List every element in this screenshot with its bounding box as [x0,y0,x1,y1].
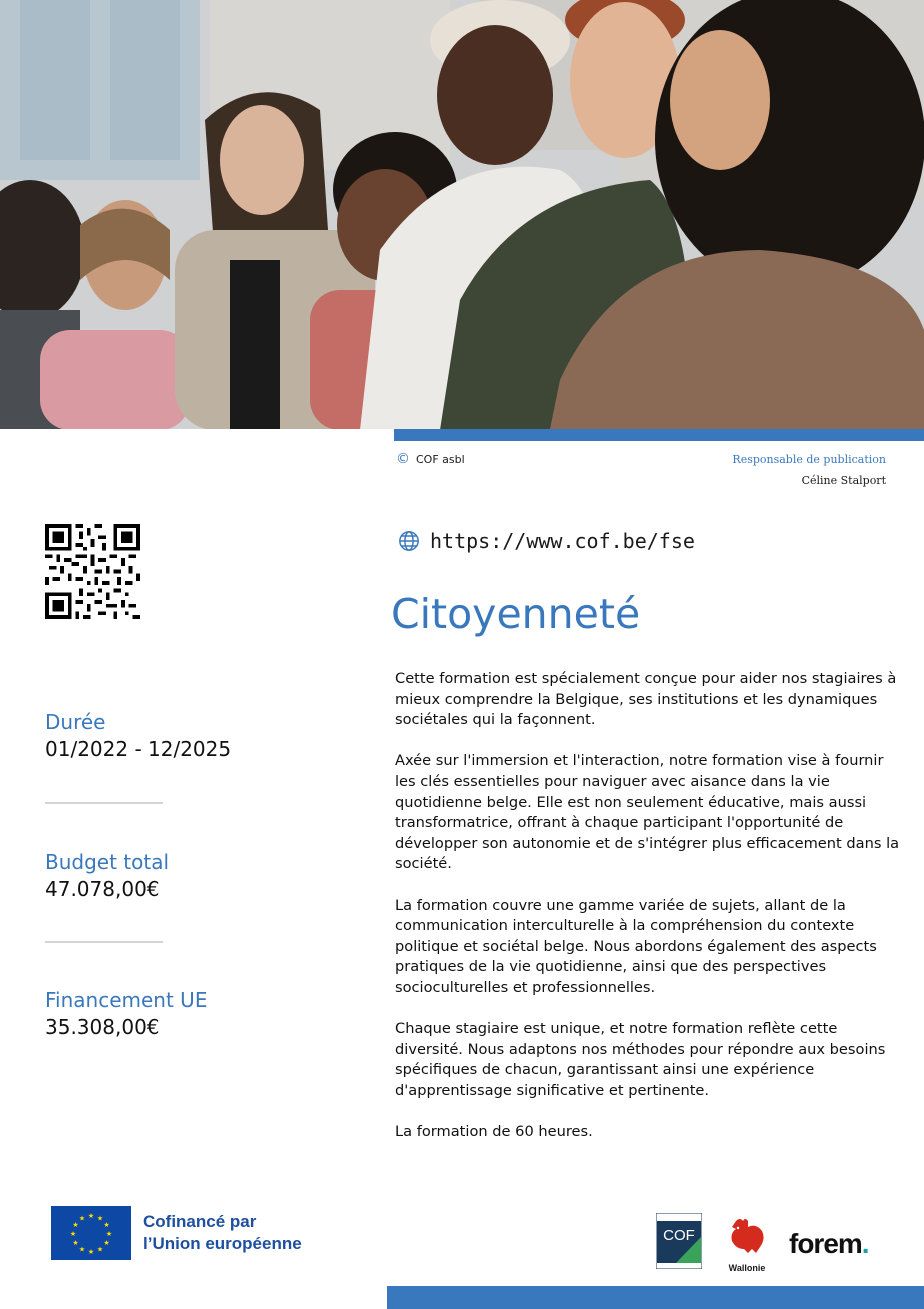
stat-value: 35.308,00€ [45,1015,160,1039]
eu-cofunding-logo [51,1206,302,1260]
stat-label: Financement UE [45,988,208,1012]
qr-code-icon[interactable] [45,524,140,619]
globe-icon [398,530,420,552]
copyright-icon: © [396,451,410,467]
forem-dot: . [861,1228,869,1259]
svg-text:★: ★ [87,1248,95,1256]
paragraph-3: La formation couvre une gamme variée de sujets, allant de la communication interculturelle à la compréhension du contexte politique et sociétal belge. Nous abordons également des aspects pratiques de la vie quotidienne, ainsi que des perspectives socioculturelles et professionnelles. [395,896,877,996]
svg-text:★: ★ [103,1239,110,1247]
website-url[interactable]: https://www.cof.be/fse [430,529,695,553]
forem-logo [789,1228,869,1260]
svg-text:★: ★ [103,1221,110,1229]
eu-line-2: l’Union européenne [143,1234,302,1253]
bottom-accent-band [387,1286,924,1309]
stat-label: Durée [45,710,106,734]
paragraph-2: Axée sur l'immersion et l'interaction, notre formation vise à fournir les clés essentielles pour naviguer avec aisance dans la vie quotidienne belge. Elle est non seulement éducative, mais aussi transformatrice, offrant à chaque participant l'opportunité de développer son autonomie et de s'intégrer plus efficacement dans la société. [395,752,900,873]
paragraph-1: Cette formation est spécialement conçue pour aider nos stagiaires à mieux comprendre la Belgique, ses institutions et les dynamiques sociétales qui la façonnent. [395,670,897,729]
svg-text:★: ★ [69,1230,77,1238]
stat-label: Budget total [45,850,170,874]
website-link[interactable] [398,529,695,553]
cof-logo [656,1213,702,1269]
top-accent-band [394,429,924,441]
stat-value: 47.078,00€ [45,877,160,901]
svg-text:★: ★ [105,1230,113,1238]
divider [45,941,163,943]
eu-line-1: Cofinancé par [143,1212,257,1231]
wallonie-logo [726,1215,768,1271]
svg-text:★: ★ [72,1239,79,1247]
svg-text:COF: COF [663,1227,695,1244]
publication-role: Responsable de publication [732,453,886,466]
svg-text:★: ★ [78,1214,86,1223]
svg-text:★: ★ [72,1221,79,1229]
svg-text:★: ★ [78,1245,86,1254]
svg-text:★: ★ [87,1212,95,1220]
description [395,669,900,1163]
photo-credit [396,452,465,466]
svg-text:★: ★ [96,1214,104,1223]
page-title: Citoyenneté [391,590,641,638]
svg-text:★: ★ [96,1245,104,1254]
publication-name: Céline Stalport [801,474,886,487]
divider [45,802,163,804]
credit-text: COF asbl [416,452,465,466]
wallonie-text: Wallonie [728,1263,766,1273]
rooster-icon [726,1215,768,1257]
group-of-young-people-photo [0,0,924,429]
publication-info [732,453,886,487]
stat-eu-funding [45,988,207,1039]
forem-text: forem [789,1228,862,1259]
stat-duration [45,710,231,761]
stat-budget [45,850,169,901]
eu-flag-icon [51,1206,131,1260]
hero-photo [0,0,924,429]
paragraph-5: La formation de 60 heures. [395,1123,593,1141]
stat-value: 01/2022 - 12/2025 [45,737,232,761]
paragraph-4: Chaque stagiaire est unique, et notre formation reflète cette diversité. Nous adaptons nos méthodes pour répondre aux besoins spécifiques de chacun, garantissant ainsi une expérience d'apprentissage significative et pertinente. [395,1020,886,1099]
